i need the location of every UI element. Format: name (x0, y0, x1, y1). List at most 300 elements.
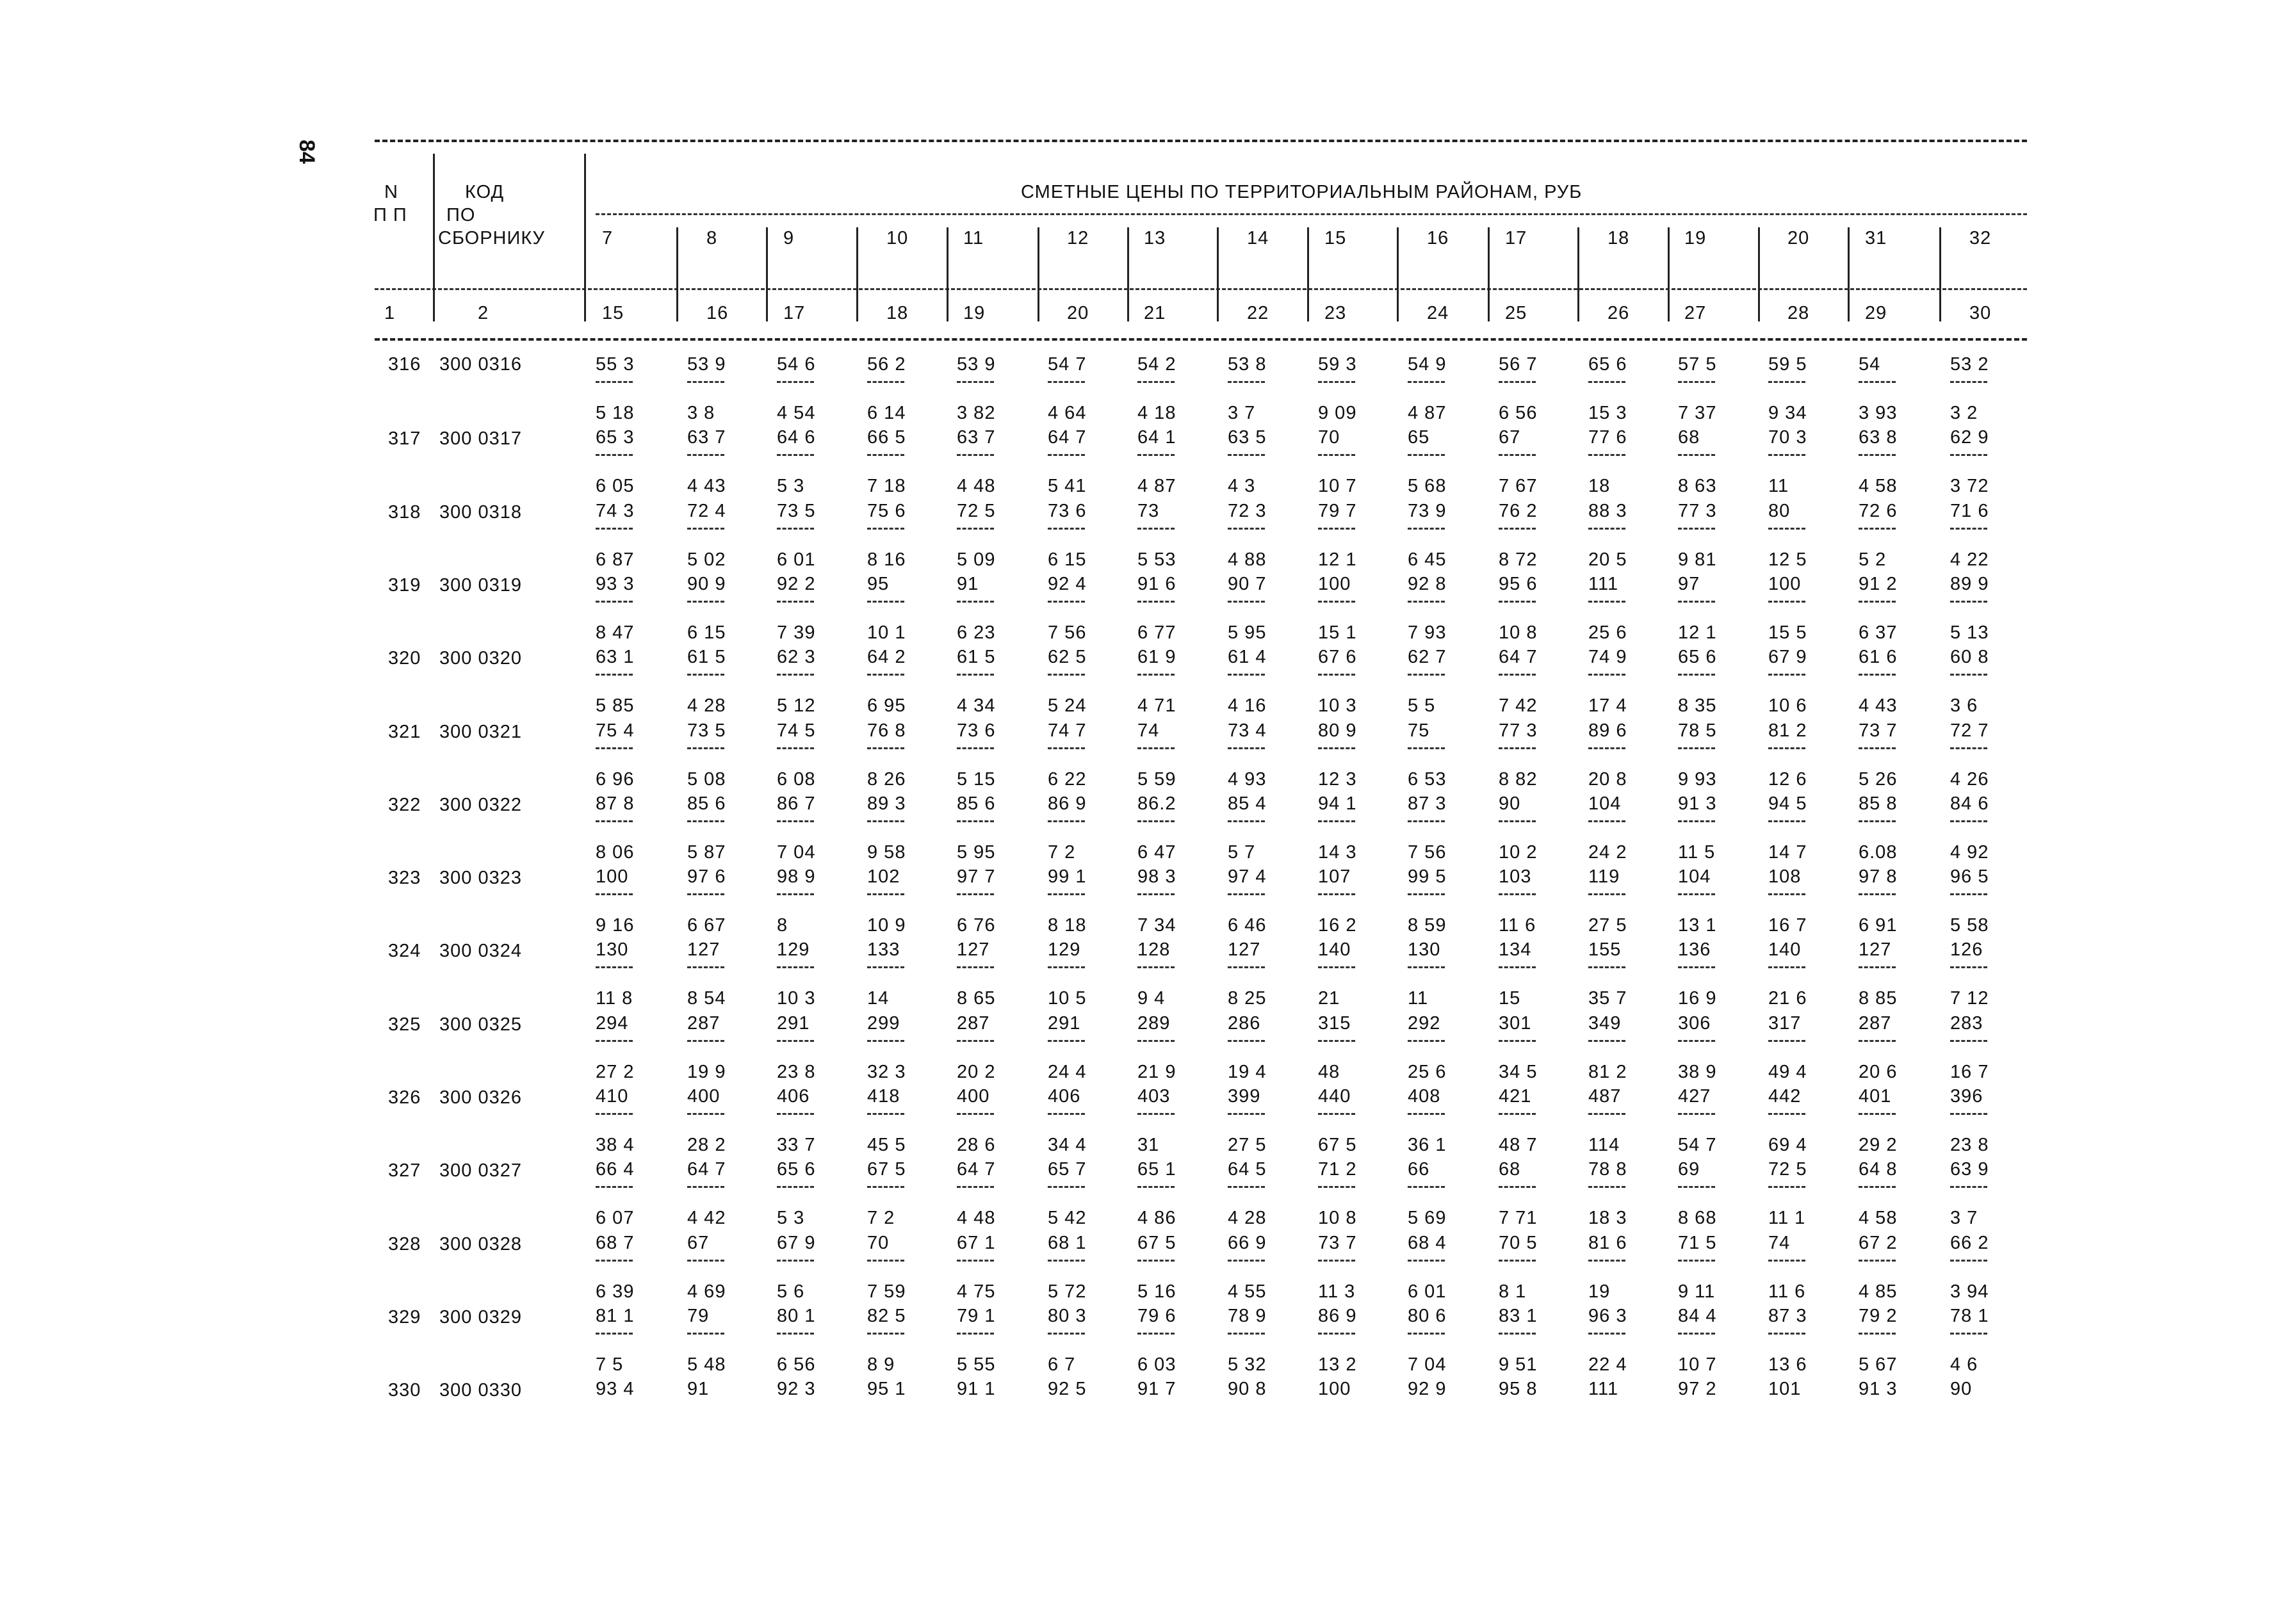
price-value: 63 8 (1859, 427, 1898, 448)
row-number: 326 (388, 1087, 421, 1108)
cell-rule (1499, 747, 1536, 749)
col-n-header: N (384, 182, 398, 202)
price-value: 97 7 (957, 866, 996, 888)
cell-rule (1228, 454, 1265, 456)
price-value: 95 8 (1499, 1379, 1538, 1400)
price-value-sub: 20 5 (1588, 549, 1627, 570)
cell-rule (1859, 528, 1896, 530)
price-value: 89 6 (1588, 720, 1627, 741)
price-value-sub: 35 7 (1588, 988, 1627, 1009)
price-value: 287 (1859, 1012, 1892, 1034)
row-code: 300 0327 (439, 1160, 522, 1181)
cell-rule (1499, 601, 1536, 603)
cell-rule (1318, 381, 1355, 383)
price-value-sub: 4 58 (1859, 1208, 1898, 1229)
price-value: 56 7 (1499, 354, 1538, 375)
price-value-sub: 12 1 (1678, 622, 1717, 643)
cell-rule (957, 747, 994, 749)
column-number: 25 (1505, 303, 1527, 323)
cell-rule (1678, 454, 1715, 456)
price-value-sub: 6 76 (957, 915, 996, 936)
price-value: 65 3 (596, 427, 635, 448)
price-value-sub: 7 37 (1678, 403, 1717, 423)
price-value-sub: 16 2 (1318, 915, 1357, 936)
price-value-sub: 28 6 (957, 1135, 996, 1155)
vbar-region (1307, 227, 1309, 321)
cell-rule (1408, 381, 1445, 383)
price-value: 82 5 (867, 1305, 906, 1326)
price-value-sub: 6 01 (777, 549, 816, 570)
price-value: 84 6 (1950, 793, 1989, 814)
row-number: 325 (388, 1014, 421, 1035)
price-value: 87 3 (1408, 793, 1447, 814)
price-value-sub: 54 7 (1678, 1135, 1717, 1155)
cell-rule (1318, 601, 1355, 603)
vbar-region (1038, 227, 1039, 321)
price-value: 64 7 (957, 1159, 996, 1180)
cell-rule (1678, 747, 1715, 749)
cell-rule (1048, 747, 1085, 749)
price-value: 84 4 (1678, 1305, 1717, 1326)
price-value: 108 (1768, 866, 1802, 888)
cell-rule (596, 1040, 633, 1042)
price-value-sub: 9 51 (1499, 1354, 1538, 1375)
price-value: 403 (1137, 1086, 1171, 1107)
price-value: 400 (687, 1086, 720, 1107)
price-value: 126 (1950, 939, 1983, 961)
cell-rule (1137, 747, 1175, 749)
row-code: 300 0316 (439, 354, 522, 375)
price-value-sub: 4 48 (957, 476, 996, 497)
cell-rule (1768, 893, 1805, 895)
cell-rule (1678, 820, 1715, 822)
price-value-sub: 7 56 (1048, 622, 1087, 643)
column-number: 20 (1067, 303, 1089, 323)
price-value-sub: 7 04 (1408, 1354, 1447, 1375)
price-value-sub: 8 35 (1678, 695, 1717, 717)
cell-rule (1228, 747, 1265, 749)
cell-rule (867, 820, 904, 822)
price-value: 86 9 (1318, 1305, 1357, 1326)
cell-rule (1228, 893, 1265, 895)
price-value-sub: 6 56 (1499, 403, 1538, 423)
price-value-sub: 13 6 (1768, 1354, 1807, 1375)
price-value: 54 7 (1048, 354, 1087, 375)
price-value-sub: 4 71 (1137, 695, 1176, 717)
price-value: 72 7 (1950, 720, 1989, 741)
price-value-sub: 11 1 (1768, 1208, 1806, 1229)
cell-rule (1048, 601, 1085, 603)
price-value-sub: 15 (1499, 988, 1521, 1009)
price-value-sub: 10 7 (1678, 1354, 1717, 1375)
price-value-sub: 8 65 (957, 988, 996, 1009)
price-value: 97 4 (1228, 866, 1267, 888)
column-number: 23 (1324, 303, 1347, 323)
colnum-2: 2 (478, 303, 489, 323)
cell-rule (1137, 528, 1175, 530)
price-value: 92 8 (1408, 573, 1447, 594)
cell-rule (687, 1113, 724, 1115)
subheader-rule (596, 213, 2027, 215)
cell-rule (1768, 1040, 1805, 1042)
price-value-sub: 5 69 (1408, 1208, 1447, 1229)
col-n-header-sub: П П (373, 205, 407, 225)
price-value: 73 5 (777, 500, 816, 521)
price-value-sub: 4 18 (1137, 403, 1176, 423)
price-value: 136 (1678, 939, 1711, 961)
price-value-sub: 4 43 (687, 476, 726, 497)
cell-rule (867, 601, 904, 603)
price-value: 85 6 (957, 793, 996, 814)
price-value: 67 2 (1859, 1232, 1898, 1253)
price-value-sub: 4 6 (1950, 1354, 1978, 1375)
price-value-sub: 38 4 (596, 1135, 635, 1155)
price-value-sub: 49 4 (1768, 1061, 1807, 1082)
price-value: 64 7 (1499, 647, 1538, 668)
price-value: 93 3 (596, 573, 635, 594)
cell-rule (1588, 454, 1625, 456)
price-value: 76 8 (867, 720, 906, 741)
row-code: 300 0326 (439, 1087, 522, 1108)
page-number: 84 (295, 140, 319, 164)
price-value: 70 3 (1768, 427, 1807, 448)
price-value: 91 2 (1859, 573, 1898, 594)
price-value-sub: 16 9 (1678, 988, 1717, 1009)
price-value-sub: 10 7 (1318, 476, 1357, 497)
price-value-sub: 8 9 (867, 1354, 895, 1375)
price-value-sub: 4 86 (1137, 1208, 1176, 1229)
price-value-sub: 10 1 (867, 622, 906, 643)
price-value: 100 (1318, 573, 1351, 594)
cell-rule (777, 820, 814, 822)
column-number: 22 (1247, 303, 1269, 323)
price-value: 70 (867, 1232, 890, 1253)
price-value-sub: 34 5 (1499, 1061, 1538, 1082)
price-value: 87 8 (596, 793, 635, 814)
price-value-sub: 5 67 (1859, 1354, 1898, 1375)
price-value: 61 5 (957, 647, 996, 668)
price-value: 349 (1588, 1012, 1622, 1034)
price-value: 53 2 (1950, 354, 1989, 375)
price-value-sub: 6 07 (596, 1208, 635, 1229)
cell-rule (596, 381, 633, 383)
price-value-sub: 8 (777, 915, 788, 936)
price-value: 81 6 (1588, 1232, 1627, 1253)
price-value-sub: 4 87 (1408, 403, 1447, 423)
cell-rule (777, 674, 814, 676)
price-value-sub: 6 08 (777, 768, 816, 790)
price-value-sub: 3 2 (1950, 403, 1978, 423)
price-value-sub: 5 87 (687, 841, 726, 863)
price-value: 88 3 (1588, 500, 1627, 521)
price-value: 78 9 (1228, 1305, 1267, 1326)
price-value-sub: 6 15 (1048, 549, 1087, 570)
price-value: 67 9 (1768, 647, 1807, 668)
price-value: 299 (867, 1012, 900, 1034)
price-value-sub: 4 28 (1228, 1208, 1267, 1229)
price-value: 73 9 (1408, 500, 1447, 521)
price-value: 80 (1768, 500, 1791, 521)
price-value: 53 9 (957, 354, 996, 375)
price-value-sub: 10 3 (777, 988, 816, 1009)
price-value: 90 (1499, 793, 1521, 814)
cell-rule (596, 1260, 633, 1262)
price-value: 442 (1768, 1086, 1802, 1107)
cell-rule (1318, 1260, 1355, 1262)
cell-rule (1588, 381, 1625, 383)
price-value: 63 5 (1228, 427, 1267, 448)
price-value: 77 3 (1499, 720, 1538, 741)
cell-rule (1137, 1040, 1175, 1042)
price-value-sub: 6 96 (596, 768, 635, 790)
price-value: 127 (1228, 939, 1261, 961)
vbar-region (1217, 227, 1219, 321)
cell-rule (596, 1113, 633, 1115)
cell-rule (957, 381, 994, 383)
cell-rule (1950, 454, 1987, 456)
cell-rule (687, 1333, 724, 1335)
price-value-sub: 6.08 (1859, 841, 1898, 863)
cell-rule (1228, 1186, 1265, 1188)
header-mid-rule (375, 288, 2027, 290)
region-header: 32 (1969, 228, 1992, 248)
price-value-sub: 6 39 (596, 1281, 635, 1302)
cell-rule (1588, 674, 1625, 676)
price-value: 57 5 (1678, 354, 1717, 375)
price-value-sub: 20 6 (1859, 1061, 1898, 1082)
price-value: 86 7 (777, 793, 816, 814)
price-value: 421 (1499, 1086, 1532, 1107)
price-value: 77 3 (1678, 500, 1717, 521)
price-value: 72 5 (957, 500, 996, 521)
row-number: 316 (388, 354, 421, 375)
cell-rule (1859, 820, 1896, 822)
cell-rule (1228, 528, 1265, 530)
price-value: 102 (867, 866, 900, 888)
region-header: 19 (1684, 228, 1707, 248)
cell-rule (687, 381, 724, 383)
cell-rule (1048, 1186, 1085, 1188)
price-value-sub: 4 54 (777, 403, 816, 423)
cell-rule (1950, 1040, 1987, 1042)
price-value: 80 6 (1408, 1305, 1447, 1326)
price-value: 410 (596, 1086, 629, 1107)
price-value: 79 6 (1137, 1305, 1176, 1326)
column-number: 28 (1787, 303, 1810, 323)
price-value-sub: 6 53 (1408, 768, 1447, 790)
price-value-sub: 12 3 (1318, 768, 1357, 790)
price-value: 133 (867, 939, 900, 961)
price-value-sub: 4 87 (1137, 476, 1176, 497)
cell-rule (957, 601, 994, 603)
top-rule (375, 140, 2027, 142)
row-number: 328 (388, 1233, 421, 1255)
row-code: 300 0319 (439, 574, 522, 596)
price-value-sub: 10 8 (1499, 622, 1538, 643)
cell-rule (596, 747, 633, 749)
cell-rule (1499, 1333, 1536, 1335)
cell-rule (1318, 893, 1355, 895)
price-value: 111 (1588, 1379, 1619, 1400)
price-value: 91 1 (957, 1379, 996, 1400)
cell-rule (1499, 1113, 1536, 1115)
cell-rule (1318, 966, 1355, 968)
price-value: 119 (1588, 866, 1620, 888)
cell-rule (1318, 1040, 1355, 1042)
price-value: 317 (1768, 1012, 1802, 1034)
price-value-sub: 18 3 (1588, 1208, 1627, 1229)
price-value: 440 (1318, 1086, 1351, 1107)
price-value: 72 6 (1859, 500, 1898, 521)
cell-rule (1950, 1186, 1987, 1188)
cell-rule (1048, 454, 1085, 456)
row-code: 300 0328 (439, 1233, 522, 1255)
price-value-sub: 36 1 (1408, 1135, 1447, 1155)
price-value: 90 9 (687, 573, 726, 594)
col-code-header: КОД (465, 182, 505, 202)
price-value: 97 6 (687, 866, 726, 888)
price-value-sub: 3 93 (1859, 403, 1898, 423)
price-value: 56 2 (867, 354, 906, 375)
cell-rule (957, 1040, 994, 1042)
price-value: 91 (957, 573, 979, 594)
price-value: 67 6 (1318, 647, 1357, 668)
row-number: 321 (388, 721, 421, 742)
price-value: 66 4 (596, 1159, 635, 1180)
cell-rule (957, 1113, 994, 1115)
cell-rule (1499, 1040, 1536, 1042)
price-value-sub: 8 47 (596, 622, 635, 643)
cell-rule (1588, 1260, 1625, 1262)
cell-rule (1048, 966, 1085, 968)
price-value-sub: 5 7 (1228, 841, 1256, 863)
cell-rule (957, 528, 994, 530)
price-value-sub: 32 3 (867, 1061, 906, 1082)
price-value: 130 (596, 939, 629, 961)
row-number: 330 (388, 1380, 421, 1401)
cell-rule (596, 1186, 633, 1188)
price-value-sub: 9 4 (1137, 988, 1166, 1009)
price-value: 111 (1588, 573, 1619, 594)
price-value-sub: 23 8 (1950, 1135, 1989, 1155)
cell-rule (1859, 601, 1896, 603)
cell-rule (1228, 966, 1265, 968)
price-value: 104 (1588, 793, 1622, 814)
cell-rule (867, 1113, 904, 1115)
price-value-sub: 6 56 (777, 1354, 816, 1375)
cell-rule (1768, 674, 1805, 676)
price-value: 54 (1859, 354, 1881, 375)
price-value-sub: 5 2 (1859, 549, 1887, 570)
price-value: 81 2 (1768, 720, 1807, 741)
price-value-sub: 22 4 (1588, 1354, 1627, 1375)
vbar-region (1488, 227, 1490, 321)
region-header: 18 (1608, 228, 1630, 248)
price-value: 62 5 (1048, 647, 1087, 668)
price-value-sub: 7 59 (867, 1281, 906, 1302)
cell-rule (1408, 528, 1445, 530)
price-value: 92 5 (1048, 1379, 1087, 1400)
cell-rule (1137, 381, 1175, 383)
price-value-sub: 5 55 (957, 1354, 996, 1375)
price-value-sub: 5 59 (1137, 768, 1176, 790)
cell-rule (1228, 674, 1265, 676)
cell-rule (957, 1260, 994, 1262)
cell-rule (1228, 1260, 1265, 1262)
column-number: 16 (706, 303, 729, 323)
header-bottom-rule (375, 338, 2027, 341)
price-value: 487 (1588, 1086, 1622, 1107)
row-code: 300 0324 (439, 941, 522, 962)
price-value-sub: 5 6 (777, 1281, 805, 1302)
price-value-sub: 15 3 (1588, 403, 1627, 423)
cell-rule (1408, 1333, 1445, 1335)
price-value-sub: 6 46 (1228, 915, 1267, 936)
cell-rule (1678, 1186, 1715, 1188)
cell-rule (777, 454, 814, 456)
price-value-sub: 3 82 (957, 403, 996, 423)
cell-rule (1408, 1040, 1445, 1042)
price-value-sub: 114 (1588, 1135, 1620, 1155)
price-value-sub: 6 77 (1137, 622, 1176, 643)
vbar-region (766, 227, 768, 321)
cell-rule (596, 966, 633, 968)
price-value: 94 5 (1768, 793, 1807, 814)
cell-rule (1950, 528, 1987, 530)
price-value: 80 1 (777, 1305, 816, 1326)
price-value-sub: 5 72 (1048, 1281, 1087, 1302)
price-value: 129 (777, 939, 810, 961)
cell-rule (1137, 454, 1175, 456)
price-value: 75 4 (596, 720, 635, 741)
price-value-sub: 5 3 (777, 1208, 805, 1229)
price-value: 427 (1678, 1086, 1711, 1107)
price-value: 85 6 (687, 793, 726, 814)
price-value: 127 (957, 939, 990, 961)
price-value: 72 3 (1228, 500, 1267, 521)
price-value-sub: 11 (1408, 988, 1429, 1009)
price-value: 140 (1318, 939, 1351, 961)
price-value-sub: 6 01 (1408, 1281, 1447, 1302)
column-number: 17 (783, 303, 806, 323)
price-value-sub: 9 34 (1768, 403, 1807, 423)
price-value: 86.2 (1137, 793, 1176, 814)
price-value: 67 5 (1137, 1232, 1176, 1253)
cell-rule (777, 601, 814, 603)
cell-rule (777, 1333, 814, 1335)
price-value: 92 4 (1048, 573, 1087, 594)
price-value: 65 (1408, 427, 1430, 448)
price-value-sub: 5 48 (687, 1354, 726, 1375)
price-value-sub: 4 92 (1950, 841, 1989, 863)
price-value: 94 1 (1318, 793, 1357, 814)
price-value-sub: 5 5 (1408, 695, 1436, 717)
price-value: 78 1 (1950, 1305, 1989, 1326)
row-number: 324 (388, 941, 421, 962)
region-header: 31 (1865, 228, 1887, 248)
price-value: 64 7 (1048, 427, 1087, 448)
cell-rule (1048, 820, 1085, 822)
cell-rule (1859, 1260, 1896, 1262)
price-value-sub: 5 08 (687, 768, 726, 790)
col-code-header-sub: ПО (446, 205, 476, 225)
column-number: 30 (1969, 303, 1992, 323)
cell-rule (1499, 381, 1536, 383)
cell-rule (1859, 966, 1896, 968)
price-value: 61 4 (1228, 647, 1267, 668)
price-value: 418 (867, 1086, 900, 1107)
price-value: 70 5 (1499, 1232, 1538, 1253)
